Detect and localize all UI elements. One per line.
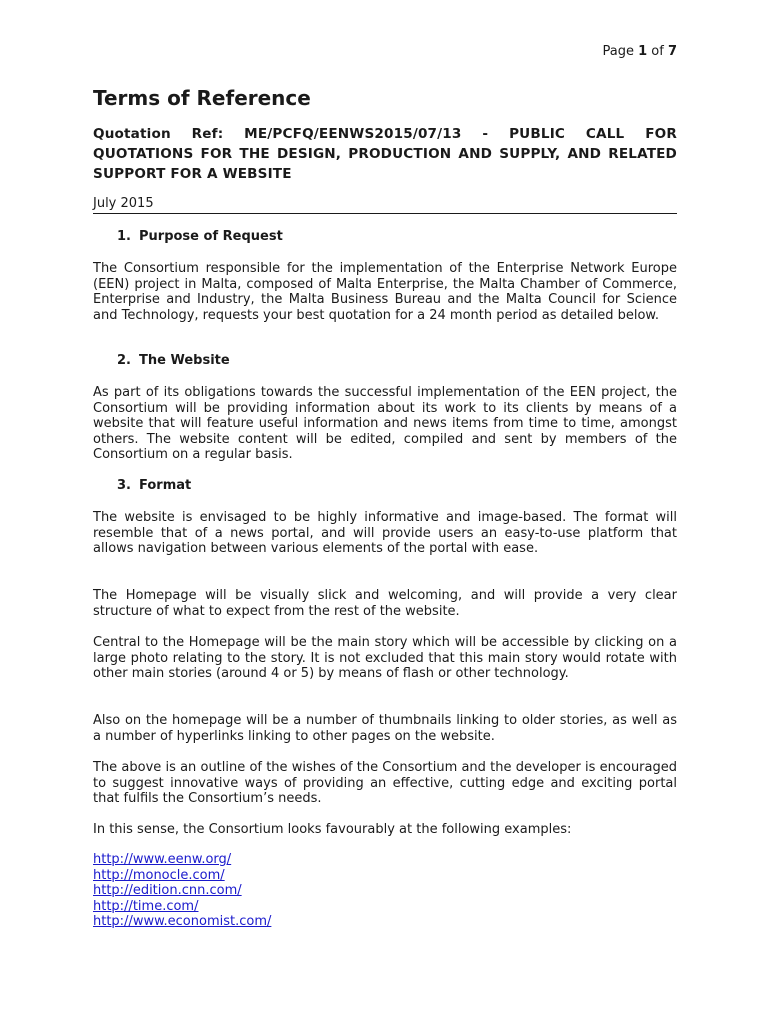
paragraph-format-3: Central to the Homepage will be the main story which will be accessible by clicking on a large photo relating to the story. It is not excluded that this main story would rotate with other main stories (around 4 or 5) by means of flash or other technology. — [93, 635, 677, 681]
section-heading-website — [117, 353, 230, 369]
paragraph-format-2: The Homepage will be visually slick and welcoming, and will provide a very clear structure of what to expect from the rest of the website. — [93, 588, 677, 619]
total-pages: 7 — [667, 44, 677, 59]
link-economist[interactable]: http://www.economist.com/ — [93, 914, 272, 929]
section-number: 3. — [117, 478, 131, 493]
section-number: 1. — [117, 229, 131, 244]
document-title: Terms of Reference — [93, 86, 311, 110]
section-title: The Website — [139, 353, 230, 368]
section-title: Purpose of Request — [139, 229, 283, 244]
paragraph-format-6: In this sense, the Consortium looks favourably at the following examples: — [93, 822, 572, 837]
current-page: 1 — [638, 44, 648, 59]
section-heading-format — [117, 478, 191, 494]
of-word: of — [651, 44, 664, 59]
quotation-reference: Quotation Ref: ME/PCFQ/EENWS2015/07/13 - PUBLIC CALL FOR QUOTATIONS FOR THE DESIGN, PRODUCTION AND SUPPLY, AND RELATED SUPPORT FOR A WEBSITE — [93, 126, 677, 182]
section-number: 2. — [117, 353, 131, 368]
paragraph-format-5: The above is an outline of the wishes of the Consortium and the developer is encouraged to suggest innovative ways of providing an effective, cutting edge and exciting portal that fulfils the Consortium’s needs. — [93, 760, 677, 806]
example-links-list — [93, 852, 271, 930]
link-monocle[interactable]: http://monocle.com/ — [93, 867, 225, 883]
paragraph-format-1: The website is envisaged to be highly informative and image-based. The format will resemble that of a news portal, and will provide users an easy-to-use platform that allows navigation between various elements of the portal with ease. — [93, 510, 677, 556]
paragraph-website: As part of its obligations towards the successful implementation of the EEN project, the Consortium will be providing information about its work to its clients by means of a website that will feature useful information and news items from time to time, amongst others. The website content will be edited, compiled and sent by members of the Consortium on a regular basis. — [93, 385, 677, 462]
paragraph-format-4: Also on the homepage will be a number of thumbnails linking to older stories, as well as a number of hyperlinks linking to other pages on the website. — [93, 713, 677, 744]
document-date: July 2015 — [93, 195, 677, 214]
link-cnn[interactable]: http://edition.cnn.com/ — [93, 883, 242, 898]
page-word: Page — [602, 44, 634, 59]
link-time[interactable]: http://time.com/ — [93, 898, 199, 914]
section-title: Format — [139, 478, 192, 493]
link-eenw[interactable]: http://www.eenw.org/ — [93, 852, 232, 867]
paragraph-purpose: The Consortium responsible for the implementation of the Enterprise Network Europe (EEN) project in Malta, composed of Malta Enterprise, the Malta Chamber of Commerce, Enterprise and Industry, the Malta Business Bureau and the Malta Council for Science and Technology, requests your best quotation for a 24 month period as detailed below. — [93, 261, 677, 323]
page-number — [602, 44, 677, 60]
section-heading-purpose — [117, 229, 283, 245]
